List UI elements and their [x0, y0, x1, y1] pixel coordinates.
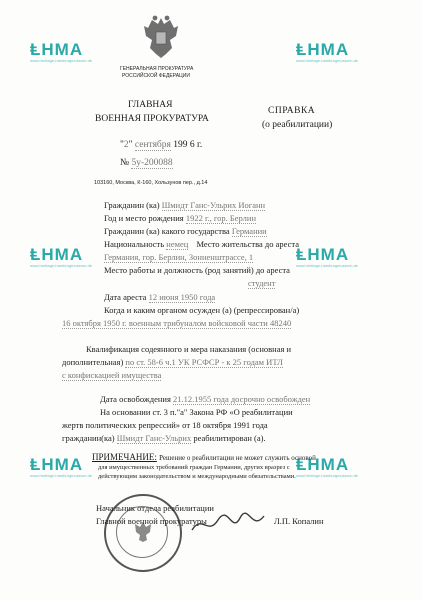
handwritten-signature-icon	[188, 508, 268, 538]
double-headed-eagle-icon	[140, 14, 182, 62]
citizen-line: Гражданин (ка) Шмидт Ганс-Ульрих Иоганн	[104, 200, 266, 210]
watermark-logo: ⱠНМА www.heritage-hamburgmuseum.de	[30, 40, 93, 63]
signature-line2: Главной военной прокуратуры	[96, 516, 207, 526]
doc-subtitle: (о реабилитации)	[262, 120, 333, 130]
signatory-name: Л.П. Копалин	[274, 516, 324, 526]
watermark-logo: ⱠНМА www.heritage-hamburgmuseum.de	[30, 455, 93, 478]
court-line: Когда и каким органом осужден (а) (репрессирован/а)	[104, 305, 300, 315]
work-value: студент	[248, 278, 276, 288]
watermark-logo: ⱠНМА www.heritage-hamburgmuseum.de	[296, 245, 359, 268]
signature-line1: Начальник отдела реабилитации	[96, 503, 214, 513]
release-line: Дата освобождения 21.12.1955 года досрочно освобожден	[100, 394, 311, 404]
work-line: Место работы и должность (род занятий) до ареста	[104, 265, 290, 275]
watermark-logo: ⱠНМА www.heritage-hamburgmuseum.de	[30, 245, 93, 268]
qualification-line1: Квалификация содеянного и мера наказания (основная и	[86, 344, 292, 354]
rehab-line2: жертв политических репрессий» от 18 октября 1991 года	[62, 420, 268, 430]
org-line1: ГЛАВНАЯ	[128, 100, 173, 110]
arrest-line: Дата ареста 12 июня 1950 года	[104, 292, 216, 302]
date-line: "2" сентября 199 6 г.	[120, 140, 203, 150]
qualification-line2: дополнительная) по ст. 58-6 ч.1 УК РСФСР - к 25 годам ИТЛ	[62, 357, 283, 367]
rehab-line3: гражданин(ка) Шмидт Ганс-Ульрих реабилитирован (а).	[62, 433, 266, 443]
nationality-line: Национальность немец Место жительства до ареста	[104, 239, 300, 249]
doc-title: СПРАВКА	[268, 106, 316, 116]
watermark-logo: ⱠНМА www.heritage-hamburgmuseum.de	[296, 40, 359, 63]
residence-value: Германия, гор. Берлин, Зонненштрассе, 1	[104, 252, 254, 262]
emblem-line1: ГЕНЕРАЛЬНАЯ ПРОКУРАТУРА	[120, 66, 194, 72]
address: 103160, Москва, К-160, Хользунов пер., д.14	[94, 180, 208, 186]
state-line: Гражданин (ка) какого государства Германии	[104, 226, 267, 236]
document-number: № 5у-200088	[120, 158, 173, 168]
rehab-line1: На основании ст. 3 п."а" Закона РФ «О реабилитации	[100, 407, 293, 417]
note-line3: действующим законодательством и международными обязательствами.	[98, 473, 296, 480]
birth-line: Год и место рождения 1922 г., гор. Берлин	[104, 213, 256, 223]
note-line2: для имущественных требований граждан Германии, других вразрез с	[98, 464, 290, 471]
note-line1: ПРИМЕЧАНИЕ: Решение о реабилитации не может служить основой	[92, 452, 316, 462]
org-line2: ВОЕННАЯ ПРОКУРАТУРА	[95, 114, 209, 124]
qualification-line3: с конфискацией имущества	[62, 370, 162, 380]
watermark-logo: ⱠНМА www.heritage-hamburgmuseum.de	[296, 455, 359, 478]
emblem-line2: РОССИЙСКОЙ ФЕДЕРАЦИИ	[122, 73, 190, 79]
court-value: 16 октября 1950 г. военным трибуналом войсковой части 48240	[62, 318, 292, 328]
